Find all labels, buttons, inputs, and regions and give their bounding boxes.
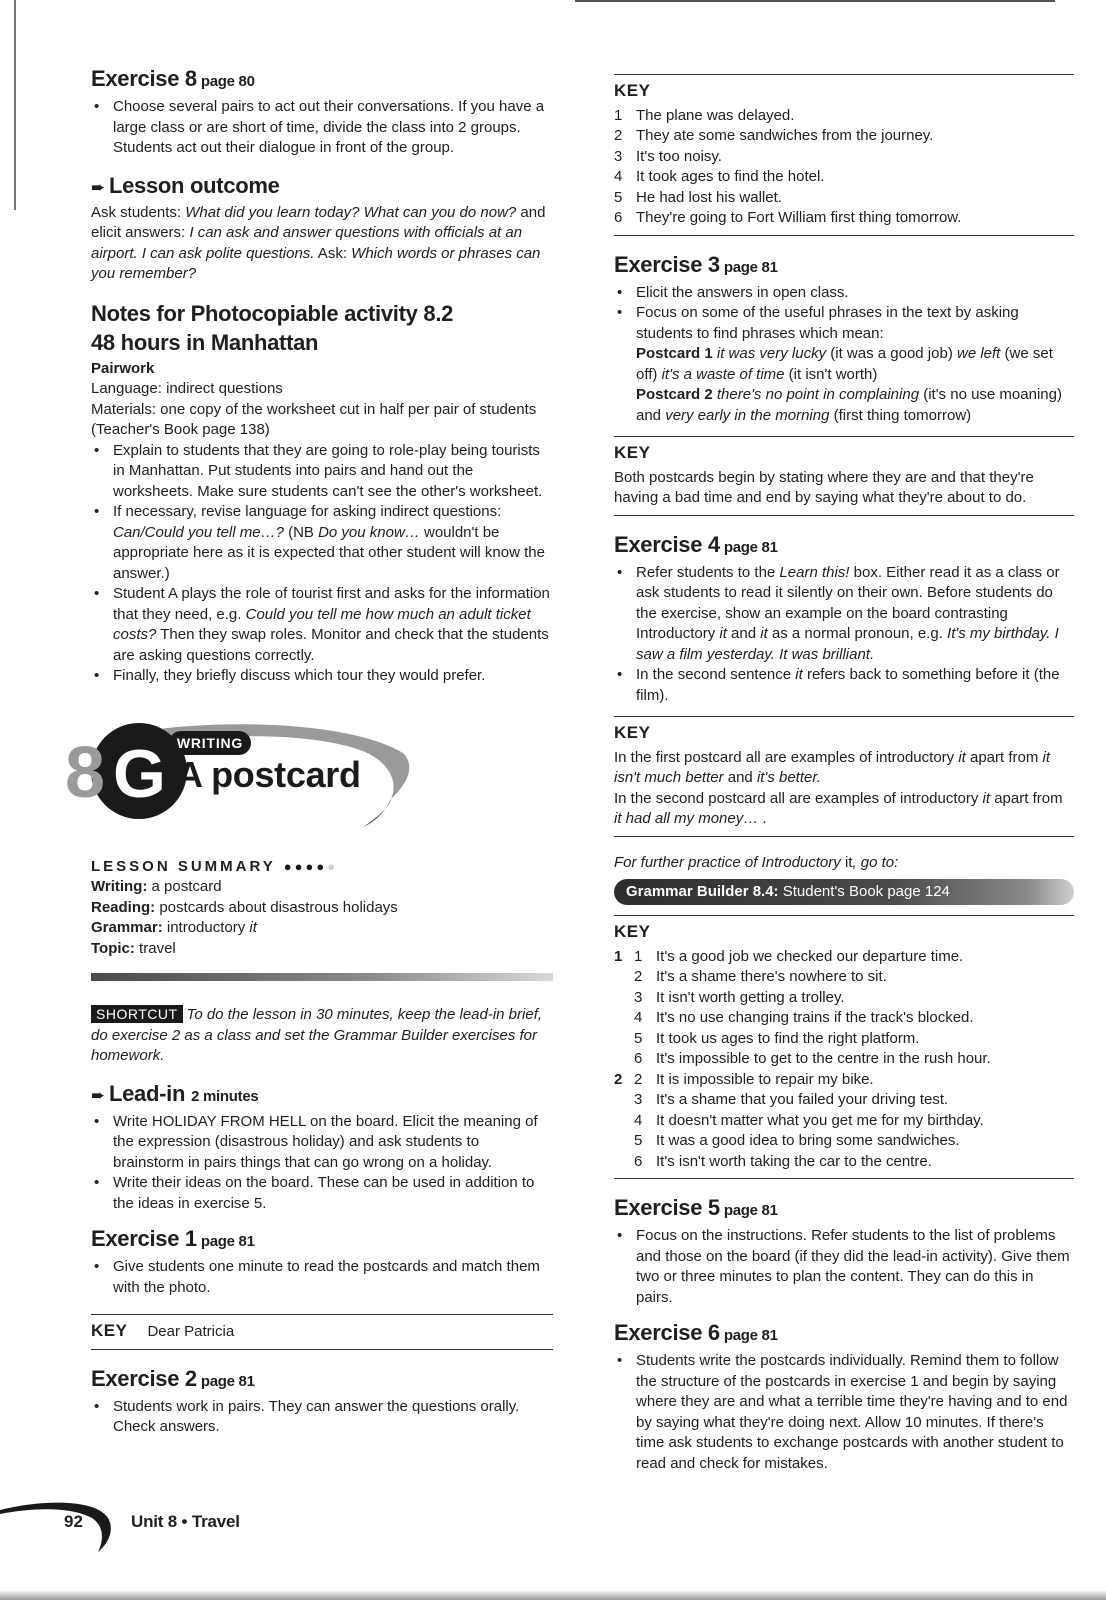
text-run-italic: Which words or phrases can you remember? bbox=[91, 244, 541, 282]
exercise-6-bullets bbox=[614, 1351, 1074, 1474]
key-item bbox=[614, 947, 1074, 968]
text-run: (NB bbox=[283, 523, 319, 541]
key-number: 1 bbox=[634, 947, 643, 965]
exercise-6-section bbox=[614, 1320, 1074, 1474]
key-row bbox=[91, 1321, 553, 1343]
key-group-spacer bbox=[614, 1090, 634, 1111]
arrow-icon: ➨ bbox=[91, 1085, 105, 1105]
exercise-5-page: page 81 bbox=[723, 1202, 778, 1219]
exercise-2-heading bbox=[91, 1366, 553, 1395]
key-number: 4 bbox=[614, 168, 623, 185]
top-rule bbox=[575, 0, 1055, 2]
key-group-spacer bbox=[614, 1152, 634, 1173]
text-run: and elicit answers: bbox=[91, 203, 546, 241]
exercise-4-page: page 81 bbox=[723, 538, 778, 556]
text-run-italic: very early in the morning bbox=[665, 406, 830, 424]
exercise-3-section bbox=[614, 252, 1074, 516]
spacer bbox=[91, 1214, 553, 1226]
grammar-builder-label: Grammar Builder 8.4: bbox=[626, 883, 779, 900]
key-group-spacer bbox=[614, 967, 634, 988]
text-run: and bbox=[723, 769, 757, 786]
key-text: It's a shame that you failed your driving test. bbox=[656, 1091, 949, 1108]
key-group-spacer bbox=[614, 988, 634, 1009]
key-item bbox=[614, 1049, 1074, 1070]
key-number: 5 bbox=[634, 1132, 643, 1149]
list-item bbox=[614, 563, 1074, 666]
grammar-builder-page: Student's Book page 124 bbox=[778, 883, 950, 900]
lesson-summary-heading bbox=[91, 857, 553, 878]
exercise-4-section bbox=[614, 532, 1074, 837]
shortcut-tag: SHORTCUT bbox=[91, 1005, 183, 1023]
exercise-1-title: Exercise 1 bbox=[91, 1226, 197, 1251]
summary-row bbox=[91, 877, 553, 898]
key-item bbox=[614, 188, 1074, 209]
key-list bbox=[614, 947, 1074, 1173]
key-answer bbox=[614, 789, 1074, 830]
key-item bbox=[614, 147, 1074, 168]
lesson-summary-section bbox=[91, 857, 553, 982]
lead-in-title: Lead-in bbox=[108, 1080, 186, 1106]
exercise-8-bullets bbox=[91, 97, 553, 159]
summary-key: Writing: bbox=[91, 878, 148, 895]
key-title: KEY bbox=[614, 443, 651, 462]
text-run: Ask: bbox=[314, 244, 352, 262]
exercise-2-section bbox=[91, 1366, 553, 1438]
key-group-spacer bbox=[614, 1049, 634, 1070]
exercise-1-page: page 81 bbox=[200, 1233, 255, 1250]
further-practice-section bbox=[614, 853, 1074, 906]
exercise-3-key bbox=[614, 436, 1074, 516]
lesson-outcome-heading bbox=[91, 173, 553, 201]
summary-key: Grammar: bbox=[91, 919, 163, 936]
text-run: wouldn't be appropriate here as it is expected that other student will know the answer.) bbox=[113, 523, 545, 582]
key-item bbox=[614, 1111, 1074, 1132]
text-run-italic: there's no point in complaining bbox=[716, 386, 920, 403]
key-text: It took us ages to find the right platform. bbox=[656, 1029, 920, 1047]
text-run-italic: it bbox=[982, 789, 991, 807]
key-item bbox=[614, 208, 1074, 229]
left-edge-rule bbox=[14, 0, 16, 210]
text-run-italic: it's better. bbox=[756, 769, 821, 786]
text-run-italic: Could you tell me how much an adult ticket costs? bbox=[113, 605, 531, 643]
text-run: Focus on some of the useful phrases in the text by asking students to find phrases which mean: bbox=[636, 304, 1019, 342]
key-text: The plane was delayed. bbox=[636, 106, 795, 124]
text-run-italic: it bbox=[958, 748, 966, 766]
key-title: KEY bbox=[91, 1321, 128, 1340]
list-item bbox=[91, 502, 553, 584]
text-run-italic: What did you learn today? What can you do now? bbox=[185, 203, 517, 221]
key-number: 2 bbox=[634, 1070, 643, 1088]
lesson-outcome-section bbox=[91, 173, 553, 285]
text-run: box. Either read it as a class or ask students to read it silently on their own. Before students do the exercise, show an example on the board contrasting Introductory bbox=[636, 563, 1060, 642]
exercise-5-section bbox=[614, 1195, 1074, 1308]
exercise-5-bullets bbox=[614, 1226, 1074, 1308]
text-run: . bbox=[758, 810, 767, 827]
unit-label: Unit 8 • Travel bbox=[131, 1512, 240, 1531]
key-number: 6 bbox=[614, 209, 623, 226]
grammar-builder-key bbox=[614, 915, 1074, 1179]
shortcut-note bbox=[91, 1005, 553, 1067]
key-item bbox=[614, 1131, 1074, 1152]
list-item: • Choose several pairs to act out their conversations. If you have a large class or are short of time, divide the class into 2 groups. Students act out their dialogue in front of the group. bbox=[91, 97, 553, 159]
notes-language: Language: indirect questions bbox=[91, 380, 283, 397]
exercise-2-key bbox=[614, 74, 1074, 236]
text-run-italic: it had all my money… bbox=[614, 810, 759, 827]
text-run-italic: Can/Could you tell me…? bbox=[113, 523, 284, 541]
further-practice-text bbox=[614, 853, 1074, 874]
key-answer: Both postcards begin by stating where they are and that they're having a bad time and end by saying what they're about to do. bbox=[614, 468, 1034, 506]
exercise-4-bullets bbox=[614, 563, 1074, 707]
postcard-2-label: Postcard 2 bbox=[636, 386, 717, 403]
summary-value: a postcard bbox=[147, 878, 222, 895]
notes-pairwork-label: Pairwork bbox=[91, 359, 155, 377]
key-text: They ate some sandwiches from the journey. bbox=[636, 127, 934, 144]
list-item bbox=[91, 584, 553, 666]
notes-heading bbox=[91, 299, 553, 357]
exercise-1-section bbox=[91, 1226, 553, 1350]
key-text: It isn't worth getting a trolley. bbox=[656, 988, 845, 1006]
key-number: 3 bbox=[634, 1091, 643, 1108]
list-item: • Give students one minute to read the postcards and match them with the photo. bbox=[91, 1257, 553, 1298]
summary-key: Reading: bbox=[91, 898, 156, 916]
key-item bbox=[614, 1070, 1074, 1091]
text-run: (it's no use moaning) and bbox=[636, 386, 1062, 424]
lead-in-minutes: 2 minutes bbox=[191, 1087, 259, 1105]
exercise-2-title: Exercise 2 bbox=[91, 1365, 197, 1391]
key-text: It's too noisy. bbox=[636, 147, 722, 165]
key-item bbox=[614, 1090, 1074, 1111]
text-run: Ask students: bbox=[91, 203, 186, 221]
shortcut-text: To do the lesson in 30 minutes, keep the lead-in brief, do exercise 2 as a class and set the Grammar Builder exercises for homework. bbox=[91, 1006, 543, 1064]
key-number: 6 bbox=[634, 1050, 643, 1067]
text-run: In the second sentence bbox=[636, 666, 796, 683]
key-title: KEY bbox=[614, 723, 651, 742]
summary-row bbox=[91, 939, 553, 960]
key-item bbox=[614, 106, 1074, 127]
key-number: 1 bbox=[614, 106, 623, 124]
exercise-4-title: Exercise 4 bbox=[614, 531, 720, 557]
key-group-spacer bbox=[614, 1008, 634, 1029]
exercise-4-key bbox=[614, 716, 1074, 837]
text-run: (we set off) bbox=[636, 345, 1053, 383]
key-title: KEY bbox=[614, 81, 651, 100]
key-text: It was a good idea to bring some sandwiches. bbox=[656, 1132, 960, 1149]
key-text: They're going to Fort William first thing tomorrow. bbox=[636, 209, 962, 226]
summary-value-italic: it bbox=[249, 919, 257, 936]
key-text: It's a shame there's nowhere to sit. bbox=[656, 968, 887, 985]
exercise-8-heading bbox=[91, 66, 553, 95]
summary-row bbox=[91, 898, 553, 919]
list-item: • Students work in pairs. They can answer the questions orally. Check answers. bbox=[91, 1397, 553, 1438]
key-item bbox=[614, 1152, 1074, 1173]
key-group-spacer bbox=[614, 1131, 634, 1152]
text-run-italic: it bbox=[795, 666, 803, 683]
text-run: (it isn't worth) bbox=[784, 365, 878, 383]
text-run-italic: , go to: bbox=[852, 853, 899, 871]
spacer bbox=[614, 1308, 1074, 1320]
summary-key: Topic: bbox=[91, 939, 135, 957]
bottom-edge-shade bbox=[0, 1590, 1106, 1600]
key-text: It took ages to find the hotel. bbox=[636, 168, 825, 185]
exercise-3-title: Exercise 3 bbox=[614, 251, 720, 277]
list-item: • Write their ideas on the board. These can be used in addition to the ideas in exercise 5. bbox=[91, 1173, 553, 1214]
list-item: • Elicit the answers in open class. bbox=[614, 283, 1074, 304]
key-item bbox=[614, 967, 1074, 988]
summary-value: travel bbox=[134, 939, 176, 957]
key-text: It doesn't matter what you get me for my birthday. bbox=[656, 1111, 984, 1129]
banner-number: 8 bbox=[65, 732, 106, 813]
text-run: and bbox=[726, 625, 761, 642]
text-run: (first thing tomorrow) bbox=[829, 406, 972, 424]
list-item: • Write HOLIDAY FROM HELL on the board. Elicit the meaning of the expression (disastrous holiday) and ask students to brainstorm in pairs things that can go wrong on a holiday. bbox=[91, 1112, 553, 1174]
exercise-5-title: Exercise 5 bbox=[614, 1195, 720, 1220]
list-item: • Explain to students that they are going to role-play being tourists in Manhattan. Put students into pairs and hand out the worksheets. Make sure students can't see the other's worksheet. bbox=[91, 441, 553, 503]
notes-title: Notes for Photocopiable activity 8.2 bbox=[91, 300, 454, 326]
lesson-summary-title: LESSON SUMMARY bbox=[91, 857, 276, 875]
list-item: • Finally, they briefly discuss which tour they would prefer. bbox=[91, 666, 553, 687]
arrow-icon: ➨ bbox=[91, 177, 105, 197]
text-run: (it was a good job) bbox=[826, 345, 957, 362]
exercise-8-page: page 80 bbox=[200, 73, 255, 90]
postcard-1-label: Postcard 1 bbox=[636, 345, 717, 362]
key-text: It's isn't worth taking the car to the centre. bbox=[656, 1152, 932, 1170]
key-answer bbox=[614, 748, 1074, 789]
summary-divider bbox=[91, 973, 553, 981]
list-item: • Focus on the instructions. Refer students to the list of problems and those on the board (if they did the lead-in activity). Give them two or three minutes to plan the content. They can do this in pairs. bbox=[614, 1226, 1074, 1308]
key-group-number: 2 bbox=[614, 1070, 623, 1088]
exercise-2-page: page 81 bbox=[200, 1372, 255, 1390]
key-item bbox=[614, 1008, 1074, 1029]
photocopiable-notes-section bbox=[91, 299, 553, 687]
text-run-italic: it bbox=[760, 625, 768, 642]
key-text: It's impossible to get to the centre in the rush hour. bbox=[656, 1050, 991, 1067]
key-group-number: 1 bbox=[614, 947, 623, 965]
key-number: 5 bbox=[634, 1029, 643, 1047]
exercise-2-bullets bbox=[91, 1397, 553, 1438]
text-run-italic: For further practice of Introductory bbox=[614, 853, 845, 871]
key-number: 3 bbox=[614, 147, 623, 165]
key-number: 6 bbox=[634, 1152, 643, 1170]
exercise-5-heading bbox=[614, 1195, 1074, 1224]
text-run-italic: Learn this! bbox=[779, 563, 850, 581]
text-run-italic: we left bbox=[956, 345, 1001, 362]
key-text: It's no use changing trains if the track's blocked. bbox=[656, 1009, 974, 1026]
text-run: Refer students to the bbox=[636, 563, 780, 581]
key-answer: Dear Patricia bbox=[147, 1323, 235, 1340]
key-number: 2 bbox=[614, 127, 623, 144]
key-number: 4 bbox=[634, 1111, 643, 1129]
key-text: It's a good job we checked our departure time. bbox=[656, 947, 964, 965]
lead-in-heading bbox=[91, 1081, 553, 1110]
lesson-title: A postcard bbox=[177, 753, 361, 795]
exercise-3-bullets bbox=[614, 283, 1074, 427]
lead-in-bullets bbox=[91, 1112, 553, 1215]
text-run: as a normal pronoun, e.g. bbox=[767, 625, 948, 642]
dot-filled-icon: ●●●● bbox=[283, 858, 328, 874]
key-item bbox=[614, 1029, 1074, 1050]
difficulty-dots bbox=[284, 857, 338, 878]
text-run: it bbox=[844, 853, 853, 871]
notes-subtitle: 48 hours in Manhattan bbox=[91, 329, 319, 355]
key-item bbox=[614, 988, 1074, 1009]
key-text: It is impossible to repair my bike. bbox=[656, 1070, 874, 1088]
exercise-6-page: page 81 bbox=[723, 1327, 778, 1344]
text-run-italic: it was very lucky bbox=[716, 345, 827, 362]
page-number: 92 bbox=[64, 1512, 83, 1531]
exercise-3-page: page 81 bbox=[723, 258, 778, 276]
lesson-outcome-title: Lesson outcome bbox=[108, 172, 280, 198]
key-number: 3 bbox=[634, 988, 643, 1006]
text-run-italic: Do you know… bbox=[318, 523, 420, 541]
exercise-3-heading bbox=[614, 252, 1074, 281]
exercise-8-section bbox=[91, 66, 553, 159]
key-title: KEY bbox=[614, 922, 651, 941]
notes-materials: Materials: one copy of the worksheet cut in half per pair of students (Teacher's Book page 138) bbox=[91, 400, 537, 438]
exercise-4-heading bbox=[614, 532, 1074, 561]
grammar-builder-link[interactable] bbox=[614, 879, 1074, 905]
right-column bbox=[614, 74, 1074, 1474]
text-run-italic: I can ask and answer questions with officials at an airport. I can ask polite questions. bbox=[91, 224, 523, 262]
list-item: • Students write the postcards individually. Remind them to follow the structure of the postcards in exercise 1 and begin by saying where they are and what a terrible time they're having and to end by saying what they're doing next. Allow 10 minutes. If there's time ask students to exchange postcards with another student to read and check for mistakes. bbox=[614, 1351, 1074, 1474]
text-run-italic: it's a waste of time bbox=[661, 365, 785, 383]
lesson-outcome-text bbox=[91, 203, 553, 285]
text-run-italic: it isn't much better bbox=[614, 748, 1051, 786]
list-item bbox=[614, 303, 1074, 426]
key-item bbox=[614, 126, 1074, 147]
text-run: refers back to something before it (the film). bbox=[636, 666, 1060, 704]
summary-row bbox=[91, 918, 553, 939]
left-column bbox=[65, 66, 553, 1438]
exercise-1-bullets bbox=[91, 1257, 553, 1298]
text-run: Then they swap roles. Monitor and check that the students are asking questions correctly. bbox=[113, 626, 549, 664]
text-run-italic: It's my birthday. I saw a film yesterday. It was brilliant. bbox=[636, 625, 1059, 663]
text-run: In the first postcard all are examples of introductory bbox=[614, 748, 959, 766]
key-number: 4 bbox=[634, 1009, 643, 1026]
lesson-8g-banner bbox=[65, 713, 553, 843]
notes-bullets bbox=[91, 441, 553, 687]
exercise-1-key bbox=[91, 1314, 553, 1350]
key-number: 5 bbox=[614, 188, 623, 206]
exercise-6-heading bbox=[614, 1320, 1074, 1349]
summary-value: postcards about disastrous holidays bbox=[155, 898, 398, 916]
text-run: apart from bbox=[965, 748, 1043, 766]
text-run-italic: it bbox=[719, 625, 727, 642]
writing-tag: WRITING bbox=[169, 731, 251, 755]
key-item bbox=[614, 167, 1074, 188]
dot-empty-icon: ● bbox=[327, 858, 339, 874]
exercise-1-heading bbox=[91, 1226, 553, 1255]
text-run: Student A plays the role of tourist first and asks for the information that they need, e.g. bbox=[113, 585, 550, 623]
banner-letter: G bbox=[113, 735, 166, 812]
key-group-spacer bbox=[614, 1029, 634, 1050]
key-number: 2 bbox=[634, 968, 643, 985]
page-footer bbox=[0, 1500, 1106, 1600]
summary-value: introductory bbox=[162, 919, 250, 936]
list-item bbox=[614, 665, 1074, 706]
text-run: If necessary, revise language for asking indirect questions: bbox=[113, 503, 502, 520]
key-group-spacer bbox=[614, 1111, 634, 1132]
exercise-8-title: Exercise 8 bbox=[91, 66, 197, 91]
key-list bbox=[614, 106, 1074, 229]
text-run: apart from bbox=[990, 789, 1063, 807]
exercise-6-title: Exercise 6 bbox=[614, 1320, 720, 1345]
key-text: He had lost his wallet. bbox=[636, 188, 782, 206]
lead-in-section bbox=[91, 1081, 553, 1215]
text-run: In the second postcard all are examples of introductory bbox=[614, 789, 983, 807]
